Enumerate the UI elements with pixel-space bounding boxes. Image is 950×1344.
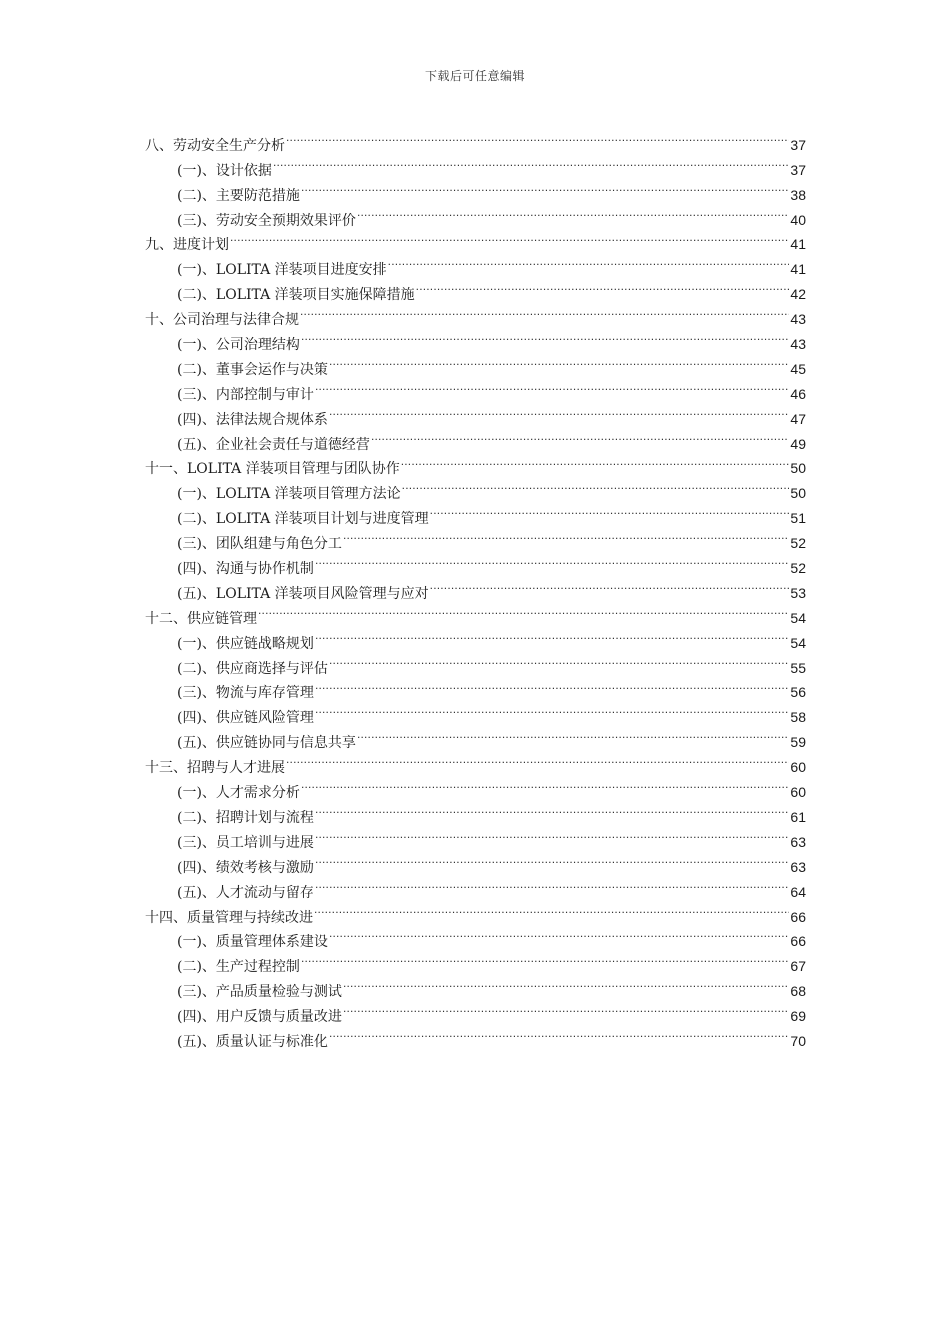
toc-page-number: 45 (790, 360, 806, 377)
toc-dot-leader (343, 523, 789, 548)
toc-dot-leader (230, 225, 789, 250)
toc-dot-leader (315, 697, 789, 722)
toc-entry-title: (五)、企业社会责任与道德经营 (177, 436, 370, 453)
toc-page-number: 50 (790, 485, 806, 502)
toc-entry-title: (五)、LOLITA 洋装项目风险管理与应对 (177, 585, 429, 602)
toc-dot-leader (416, 274, 790, 299)
toc-entry-title: (二)、主要防范措施 (177, 187, 300, 204)
toc-page-number: 51 (790, 510, 806, 527)
toc-entry-title: (三)、团队组建与角色分工 (177, 536, 342, 553)
toc-page-number: 50 (790, 460, 806, 477)
toc-entry-title: 十、公司治理与法律合规 (145, 312, 299, 329)
toc-dot-leader (301, 946, 789, 971)
toc-dot-leader (301, 175, 789, 200)
toc-entry-title: (四)、绩效考核与激励 (177, 859, 314, 876)
toc-dot-leader (329, 349, 789, 374)
toc-page-number: 63 (790, 833, 806, 850)
toc-page-number: 59 (790, 734, 806, 751)
page-header: 下载后可任意编辑 (424, 69, 525, 83)
toc-page-number: 66 (790, 908, 806, 925)
toc-entry-title: (四)、法律法规合规体系 (177, 411, 328, 428)
toc-page-number: 52 (790, 560, 806, 577)
toc-page-number: 67 (790, 958, 806, 975)
toc-dot-leader (314, 897, 789, 922)
toc-entry-title: (一)、公司治理结构 (177, 337, 300, 354)
toc-dot-leader (402, 473, 790, 498)
toc-dot-leader (300, 299, 789, 324)
toc-entry-title: (五)、质量认证与标准化 (177, 1033, 328, 1050)
toc-dot-leader (329, 648, 789, 673)
toc-entry-title: (二)、董事会运作与决策 (177, 361, 328, 378)
toc-dot-leader (258, 598, 789, 623)
toc-dot-leader (315, 548, 789, 573)
toc-dot-leader (315, 822, 789, 847)
toc-dot-leader (430, 573, 790, 598)
toc-entry-title: (一)、设计依据 (177, 162, 272, 179)
toc-dot-leader (273, 150, 789, 175)
toc-entry-title: (五)、供应链协同与信息共享 (177, 735, 356, 752)
toc-page-number: 41 (790, 236, 806, 253)
toc-dot-leader (388, 249, 790, 274)
toc-entry-title: (三)、产品质量检验与测试 (177, 984, 342, 1001)
toc-entry-title: 九、进度计划 (145, 237, 229, 254)
toc-dot-leader (286, 747, 789, 772)
toc-page-number: 56 (790, 684, 806, 701)
toc-dot-leader (301, 324, 789, 349)
toc-page-number: 43 (790, 336, 806, 353)
toc-chapter-entry[interactable] (145, 225, 806, 254)
toc-dot-leader (343, 971, 789, 996)
toc-entry-title: (一)、LOLITA 洋装项目进度安排 (177, 262, 387, 279)
toc-page-number: 43 (790, 311, 806, 328)
toc-entry-title: (四)、用户反馈与质量改进 (177, 1009, 342, 1026)
toc-dot-leader (329, 1021, 789, 1046)
toc-page-number: 55 (790, 659, 806, 676)
toc-dot-leader (286, 125, 789, 150)
toc-entry-title: (一)、LOLITA 洋装项目管理方法论 (177, 486, 401, 503)
toc-dot-leader (329, 922, 789, 947)
toc-dot-leader (329, 399, 789, 424)
table-of-contents (145, 125, 806, 1050)
toc-entry-title: (三)、员工培训与进展 (177, 834, 314, 851)
toc-entry-title: (三)、内部控制与审计 (177, 386, 314, 403)
toc-entry-title: (三)、劳动安全预期效果评价 (177, 212, 356, 229)
toc-dot-leader (430, 498, 790, 523)
toc-entry-title: (二)、LOLITA 洋装项目计划与进度管理 (177, 511, 429, 528)
toc-page-number: 60 (790, 784, 806, 801)
toc-page-number: 68 (790, 983, 806, 1000)
toc-entry-title: (一)、人才需求分析 (177, 785, 300, 802)
toc-page-number: 47 (790, 410, 806, 427)
toc-dot-leader (301, 772, 789, 797)
toc-entry-title: (四)、供应链风险管理 (177, 710, 314, 727)
toc-dot-leader (315, 374, 789, 399)
toc-dot-leader (357, 722, 789, 747)
toc-page-number: 40 (790, 211, 806, 228)
toc-page-number: 41 (790, 261, 806, 278)
toc-entry-title: (三)、物流与库存管理 (177, 685, 314, 702)
toc-page-number: 61 (790, 808, 806, 825)
toc-section-entry[interactable] (145, 249, 806, 279)
toc-entry-title: 十一、LOLITA 洋装项目管理与团队协作 (145, 461, 400, 478)
toc-page-number: 46 (790, 385, 806, 402)
toc-entry-title: 十三、招聘与人才进展 (145, 760, 285, 777)
toc-entry-title: (二)、LOLITA 洋装项目实施保障措施 (177, 287, 415, 304)
toc-entry-title: (五)、人才流动与留存 (177, 884, 314, 901)
toc-page-number: 42 (790, 286, 806, 303)
toc-page-number: 38 (790, 186, 806, 203)
toc-page-number: 63 (790, 858, 806, 875)
toc-page-number: 53 (790, 584, 806, 601)
toc-dot-leader (357, 200, 789, 225)
toc-entry-title: (一)、质量管理体系建设 (177, 934, 328, 951)
toc-entry-title: 十四、质量管理与持续改进 (145, 909, 313, 926)
toc-entry-title: (二)、招聘计划与流程 (177, 809, 314, 826)
toc-entry-title: 十二、供应链管理 (145, 610, 257, 627)
toc-entry-title: (一)、供应链战略规划 (177, 635, 314, 652)
toc-entry-title: (四)、沟通与协作机制 (177, 561, 314, 578)
toc-page-number: 37 (790, 136, 806, 153)
toc-dot-leader (315, 673, 789, 698)
toc-page-number: 66 (790, 933, 806, 950)
toc-page-number: 69 (790, 1008, 806, 1025)
toc-page-number: 49 (790, 435, 806, 452)
toc-dot-leader (315, 797, 789, 822)
toc-dot-leader (315, 623, 789, 648)
toc-dot-leader (315, 847, 789, 872)
toc-entry-title: 八、劳动安全生产分析 (145, 137, 285, 154)
toc-entry-title: (二)、供应商选择与评估 (177, 660, 328, 677)
toc-chapter-entry[interactable] (145, 125, 806, 154)
toc-dot-leader (371, 424, 789, 449)
toc-dot-leader (315, 872, 789, 897)
toc-page-number: 60 (790, 759, 806, 776)
toc-page-number: 64 (790, 883, 806, 900)
toc-page-number: 54 (790, 609, 806, 626)
toc-page-number: 58 (790, 709, 806, 726)
toc-page-number: 52 (790, 535, 806, 552)
toc-dot-leader (401, 449, 790, 474)
toc-page-number: 37 (790, 161, 806, 178)
toc-dot-leader (343, 996, 789, 1021)
toc-page-number: 70 (790, 1032, 806, 1049)
toc-page-number: 54 (790, 634, 806, 651)
toc-entry-title: (二)、生产过程控制 (177, 959, 300, 976)
